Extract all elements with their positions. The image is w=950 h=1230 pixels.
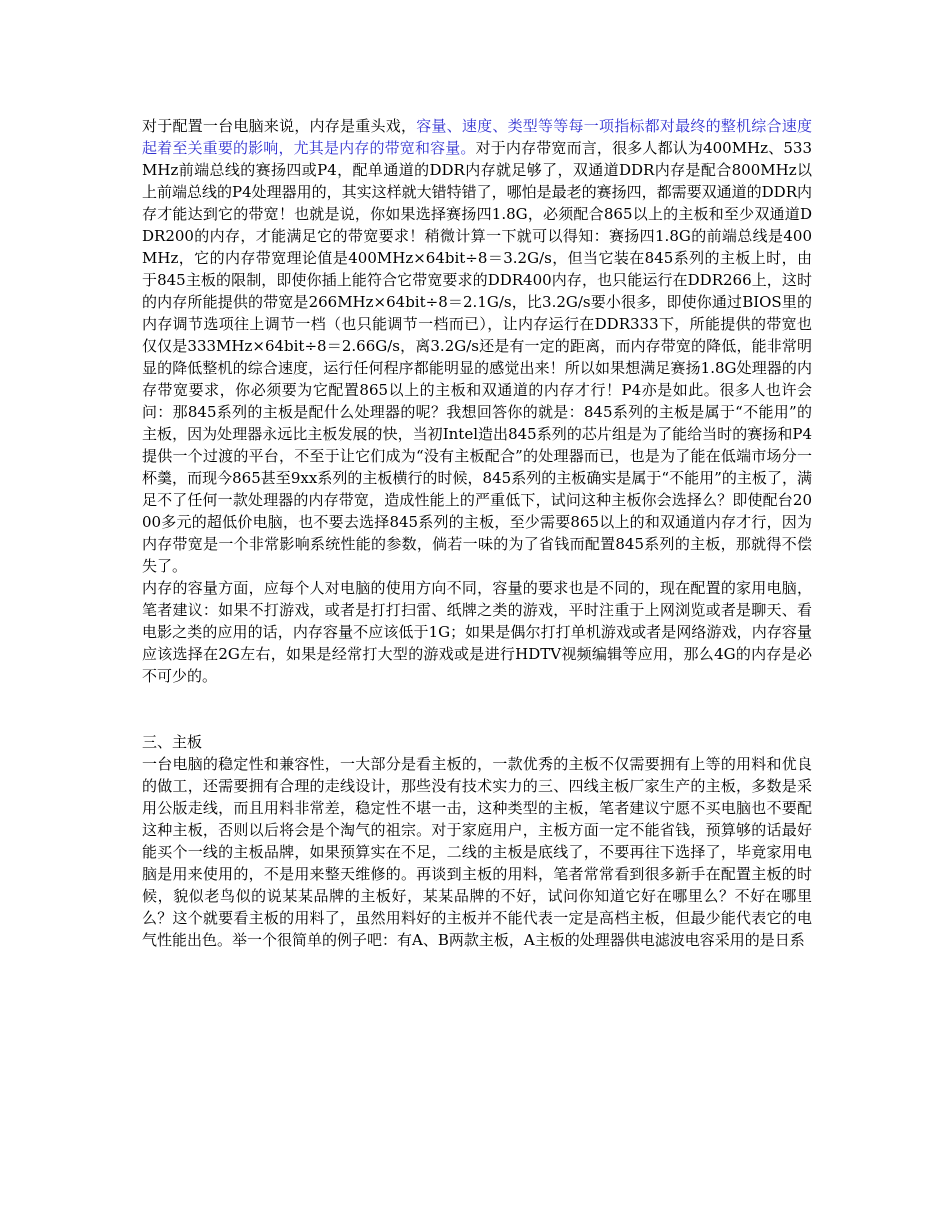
section-heading-motherboard: 三、主板 xyxy=(142,733,203,751)
memory-highlight-text: 容量、速度、类型等等每一项指标都对最终的整机综合速度起着至关重要的影响，尤其是内存的带宽和容量。 xyxy=(142,117,812,157)
document-page xyxy=(142,115,812,951)
memory-bandwidth-text: 对于内存带宽而言，很多人都认为400MHz、533MHz前端总线的赛扬四或P4，配单通道的DDR内存就足够了，双通道DDR内存是配合800MHz以上前端总线的P4处理器用的，其实这样就大错特错了，哪怕是最老的赛扬四，都需要双通道的DDR内存才能达到它的带宽！也就是说，你如果选择赛扬四1.8G，必须配合865以上的主板和至少双通道DDR200的内存，才能满足它的带宽要求！稍微计算一下就可以得知：赛扬四1.8G的前端总线是400MHz，它的内存带宽理论值是400MHz×64bit÷8＝3.2G/s，但当它装在845系列的主板上时，由于845主板的限制，即使你插上能符合它带宽要求的DDR400内存，也只能运行在DDR266上，这时的内存所能提供的带宽是266MHz×64bit÷8＝2.1G/s，比3.2G/s要小很多，即使你通过BIOS里的内存调节选项往上调节一档（也只能调节一档而已），让内存运行在DDR333下，所能提供的带宽也仅仅是333MHz×64bit÷8＝2.66G/s，离3.2G/s还是有一定的距离，而内存带宽的降低，能非常明显的降低整机的综合速度，运行任何程序都能明显的感觉出来！所以如果想满足赛扬1.8G处理器的内存带宽要求，你必须要为它配置865以上的主板和双通道的内存才行！P4亦是如此。很多人也许会问：那845系列的主板是配什么处理器的呢？我想回答你的就是：845系列的主板是属于“不能用”的主板，因为处理器永远比主板发展的快，当初Intel造出845系列的芯片组是为了能给当时的赛扬和P4提供一个过渡的平台，不至于让它们成为“没有主板配合”的处理器而已，也是为了能在低端市场分一杯羹，而现今865甚至9xx系列的主板横行的时候，845系列的主板确实是属于“不能用”的主板了，满足不了任何一款处理器的内存带宽，造成性能上的严重低下，试问这种主板你会选择么？即使配台2000多元的超低价电脑，也不要去选择845系列的主板，至少需要865以上的和双通道内存才行，因为内存带宽是一个非常影响系统性能的参数，倘若一味的为了省钱而配置845系列的主板，那就得不偿失了。 xyxy=(142,139,812,575)
paragraph-spacer xyxy=(142,687,812,731)
motherboard-paragraph: 一台电脑的稳定性和兼容性，一大部分是看主板的，一款优秀的主板不仅需要拥有上等的用料和优良的做工，还需要拥有合理的走线设计，那些没有技术实力的三、四线主板厂家生产的主板，多数是采用公版走线，而且用料非常差，稳定性不堪一击，这种类型的主板，笔者建议宁愿不买电脑也不要配这种主板，否则以后将会是个淘气的祖宗。对于家庭用户，主板方面一定不能省钱，预算够的话最好能买个一线的主板品牌，如果预算实在不足，二线的主板是底线了，不要再往下选择了，毕竟家用电脑是用来使用的，不是用来整天维修的。再谈到主板的用料，笔者常常看到很多新手在配置主板的时候，貌似老鸟似的说某某品牌的主板好，某某品牌的不好，试问你知道它好在哪里么？不好在哪里么？这个就要看主板的用料了，虽然用料好的主板并不能代表一定是高档主板，但最少能代表它的电气性能出色。举一个很简单的例子吧：有A、B两款主板，A主板的处理器供电滤波电容采用的是日系 xyxy=(142,755,812,949)
memory-intro-text: 对于配置一台电脑来说，内存是重头戏， xyxy=(142,117,417,135)
memory-capacity-paragraph: 内存的容量方面，应每个人对电脑的使用方向不同，容量的要求也是不同的，现在配置的家用电脑，笔者建议：如果不打游戏，或者是打打扫雷、纸牌之类的游戏，平时注重于上网浏览或者是聊天、看电影之类的应用的话，内存容量不应该低于1G；如果是偶尔打打单机游戏或者是网络游戏，内存容量应该选择在2G左右，如果是经常打大型的游戏或是进行HDTV视频编辑等应用，那么4G的内存是必不可少的。 xyxy=(142,579,812,685)
memory-bandwidth-paragraph xyxy=(142,115,812,577)
